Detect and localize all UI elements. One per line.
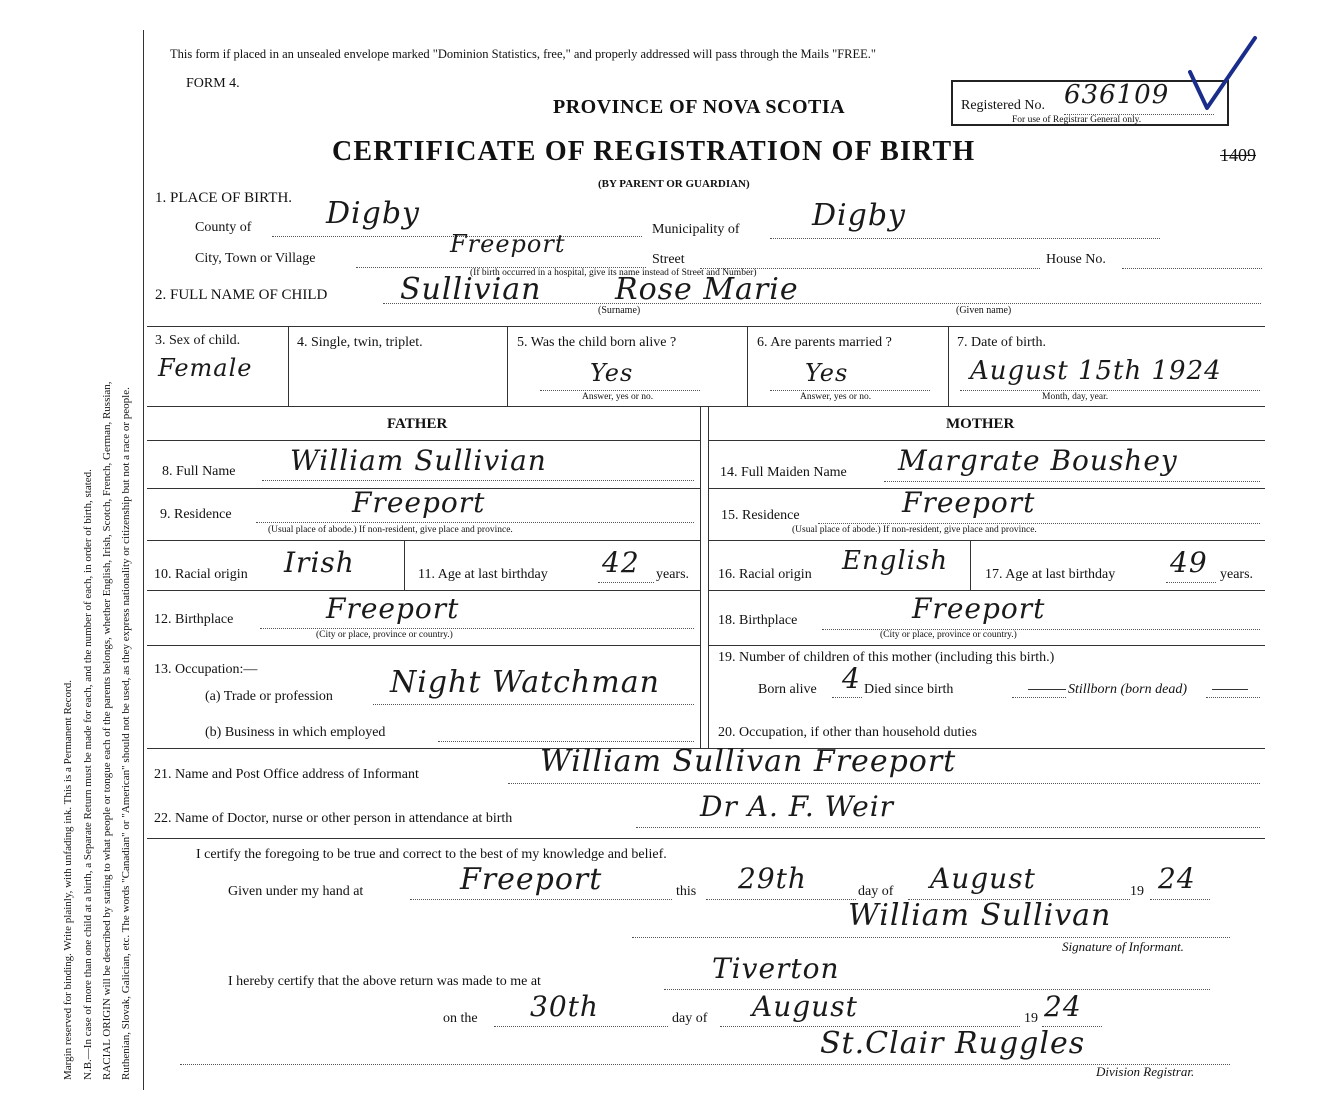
mother-name-label: 14. Full Maiden Name (720, 465, 847, 480)
mother-occupation-label: 20. Occupation, if other than household duties (718, 725, 977, 740)
row9-bottom-f (147, 540, 700, 541)
binding-margin-line (143, 30, 144, 1090)
registrar-day-label: day of (672, 1011, 708, 1026)
place-of-birth-label: 1. PLACE OF BIRTH. (155, 190, 293, 206)
mother-name: Margrate Boushey (898, 444, 1178, 477)
informant-line (508, 783, 1260, 784)
born-alive-line (540, 390, 700, 391)
mother-birthplace-note: (City or place, province or country.) (880, 630, 1017, 640)
given-label: Given under my hand at (228, 884, 364, 899)
certify-statement: I certify the foregoing to be true and correct to the best of my knowledge and belief. (196, 847, 667, 862)
father-age-line (598, 582, 654, 583)
born-alive-label: 5. Was the child born alive ? (517, 335, 677, 350)
certify-year: 24 (1158, 862, 1196, 895)
dob-value: August 15th 1924 (970, 356, 1222, 386)
father-residence: Freeport (352, 486, 486, 519)
father-age-label: 11. Age at last birthday (418, 567, 548, 582)
sex-value: Female (158, 354, 253, 382)
parents-married-note: Answer, yes or no. (800, 392, 872, 402)
certify-year-line (1150, 899, 1210, 900)
registrar-month: August (752, 990, 858, 1023)
row3-div1 (288, 326, 289, 406)
this-label: this (676, 884, 697, 899)
father-race-divider (404, 540, 405, 590)
informant-signature: William Sullivan (848, 898, 1112, 933)
registrar-signature-line (180, 1064, 1230, 1065)
father-birthplace: Freeport (326, 592, 460, 625)
certificate-subtitle: (BY PARENT OR GUARDIAN) (598, 178, 750, 190)
certify-year-prefix: 19 (1130, 884, 1144, 899)
dob-line (960, 390, 1260, 391)
municipality-value: Digby (812, 198, 907, 233)
registrar-day: 30th (530, 990, 599, 1023)
registered-number: 636109 (1064, 80, 1170, 110)
child-given-name: Rose Marie (615, 272, 799, 307)
parents-married-label: 6. Are parents married ? (757, 335, 892, 350)
certificate-title: CERTIFICATE OF REGISTRATION OF BIRTH (332, 136, 976, 167)
dob-note: Month, day, year. (1042, 392, 1109, 402)
margin-note-1: Margin reserved for binding. Write plainly, with unfading ink. This is a Permanent Record. (62, 680, 74, 1080)
mother-heading-line (708, 440, 1265, 441)
father-heading: FATHER (387, 416, 448, 432)
informant-label: 21. Name and Post Office address of Informant (154, 767, 419, 782)
row3-div3 (747, 326, 748, 406)
registrar-statement: I hereby certify that the above return was made to me at (228, 974, 541, 989)
doctor-label: 22. Name of Doctor, nurse or other person in attendance at birth (154, 811, 513, 826)
county-value: Digby (326, 196, 421, 231)
father-name: William Sullivian (290, 444, 547, 477)
house-label: House No. (1046, 252, 1106, 267)
trade-line (373, 704, 694, 705)
given-place: Freeport (460, 862, 603, 897)
father-name-label: 8. Full Name (162, 464, 236, 479)
row3-div4 (948, 326, 949, 406)
city-label: City, Town or Village (195, 251, 316, 266)
died-label: Died since birth (864, 682, 954, 697)
mother-age-line (1166, 582, 1216, 583)
mother-age: 49 (1170, 546, 1208, 579)
margin-note-2: N.B.—In case of more than one child at a birth, a Separate Return must be made for each, and the number of each, in order of birth, stated. (82, 469, 94, 1080)
mother-race-divider (970, 540, 971, 590)
checkmark-icon (1185, 34, 1260, 114)
mother-birthplace-label: 18. Birthplace (718, 613, 798, 628)
parents-married-value: Yes (805, 359, 849, 387)
informant-signature-line (632, 937, 1230, 938)
house-line (1122, 268, 1262, 269)
municipality-label: Municipality of (652, 222, 740, 237)
children-count-label: 19. Number of children of this mother (including this birth.) (718, 650, 1055, 665)
stillborn-dash (1212, 689, 1248, 690)
mother-race-label: 16. Racial origin (718, 567, 812, 582)
stillborn-label: Stillborn (born dead) (1068, 682, 1187, 697)
surname-note: (Surname) (598, 305, 641, 316)
father-age: 42 (602, 546, 640, 579)
business-line (438, 741, 694, 742)
row3-div2 (507, 326, 508, 406)
doctor-value: Dr A. F. Weir (700, 790, 895, 823)
registrar-note: For use of Registrar General only. (1012, 115, 1142, 125)
born-alive-note: Answer, yes or no. (582, 392, 654, 402)
mail-notice: This form if placed in an unsealed envelope marked "Dominion Statistics, free," and properly addressed will pass through the Mails "FREE." (170, 47, 877, 61)
certify-day: 29th (738, 862, 807, 895)
born-alive-value: Yes (590, 359, 634, 387)
multiple-birth-label: 4. Single, twin, triplet. (297, 335, 423, 350)
father-birthplace-note: (City or place, province or country.) (316, 630, 453, 640)
certify-day-line (706, 899, 856, 900)
mother-residence-note: (Usual place of abode.) If non-resident, give place and province. (792, 525, 1037, 535)
mother-race: English (842, 546, 949, 576)
informant-bottom (147, 838, 1265, 839)
municipality-line (770, 238, 1160, 239)
given-name-note: (Given name) (956, 305, 1012, 316)
trade-value: Night Watchman (390, 665, 660, 700)
form-number: FORM 4. (186, 76, 240, 91)
registrar-year: 24 (1044, 990, 1082, 1023)
trade-label: (a) Trade or profession (205, 689, 333, 704)
child-surname: Sullivian (400, 272, 542, 307)
business-label: (b) Business in which employed (205, 725, 386, 740)
born-alive-count-line (832, 697, 862, 698)
row9-bottom-m (708, 540, 1265, 541)
row12-bottom-m (708, 645, 1265, 646)
father-residence-label: 9. Residence (160, 507, 232, 522)
stillborn-line (1206, 697, 1260, 698)
died-line (1012, 697, 1066, 698)
mother-birthplace: Freeport (912, 592, 1046, 625)
margin-note-4: Ruthenian, Slovak, Galician, etc. The words "Canadian" or "American" should not be used, as they express nationality or citizenship but not a race or people. (120, 387, 132, 1080)
died-dash (1028, 689, 1066, 690)
dob-label: 7. Date of birth. (957, 335, 1047, 350)
registrar-signature: St.Clair Ruggles (820, 1026, 1086, 1061)
doctor-line (636, 827, 1260, 828)
row10-bottom-m (708, 590, 1265, 591)
county-label: County of (195, 220, 252, 235)
parents-top (147, 406, 1265, 407)
corner-number: 1409 (1220, 145, 1256, 165)
informant-value: William Sullivan Freeport (540, 744, 957, 779)
mother-residence-line (818, 523, 1260, 524)
registrar-place: Tiverton (712, 952, 840, 985)
mother-years: years. (1220, 567, 1254, 582)
street-label: Street (652, 252, 685, 267)
mother-residence: Freeport (902, 486, 1036, 519)
row3-top (147, 326, 1265, 327)
row10-bottom-f (147, 590, 700, 591)
registrar-day-line (494, 1026, 668, 1027)
father-occupation-label: 13. Occupation:— (154, 662, 258, 677)
given-place-line (410, 899, 672, 900)
registrar-on-label: on the (443, 1011, 478, 1026)
father-birthplace-label: 12. Birthplace (154, 612, 234, 627)
father-years: years. (656, 567, 690, 582)
hospital-note: (If birth occurred in a hospital, give its name instead of Street and Number) (470, 268, 757, 278)
father-heading-line (147, 440, 700, 441)
father-race-label: 10. Racial origin (154, 567, 248, 582)
born-alive-count-label: Born alive (758, 682, 817, 697)
child-name-label: 2. FULL NAME OF CHILD (155, 287, 328, 303)
born-alive-count: 4 (842, 662, 861, 695)
province-heading: PROVINCE OF NOVA SCOTIA (553, 96, 846, 118)
center-divider-a (700, 406, 701, 748)
registrar-signature-label: Division Registrar. (1096, 1064, 1195, 1079)
father-birthplace-line (260, 628, 694, 629)
registered-label: Registered No. (961, 98, 1045, 113)
center-divider-b (708, 406, 709, 748)
sex-label: 3. Sex of child. (155, 333, 241, 348)
father-race: Irish (284, 546, 355, 579)
registrar-place-line (664, 989, 1210, 990)
child-name-line (383, 303, 1261, 304)
informant-signature-label: Signature of Informant. (1062, 939, 1184, 954)
married-line (770, 390, 930, 391)
row12-bottom-f (147, 645, 700, 646)
certify-day-label: day of (858, 884, 894, 899)
registrar-year-prefix: 19 (1024, 1011, 1038, 1026)
mother-residence-label: 15. Residence (721, 508, 800, 523)
mother-age-label: 17. Age at last birthday (985, 567, 1116, 582)
mother-heading: MOTHER (946, 416, 1015, 432)
mother-name-line (884, 481, 1260, 482)
city-value: Freeport (450, 230, 566, 258)
father-residence-line (256, 522, 694, 523)
father-residence-note: (Usual place of abode.) If non-resident, give place and province. (268, 525, 513, 535)
margin-note-3: RACIAL ORIGIN will be described by stating to what people or tongue each of the parents belongs, whether English, Irish, Scotch, French, German, Russian, (101, 381, 113, 1080)
certify-month: August (930, 862, 1036, 895)
father-name-line (262, 480, 694, 481)
